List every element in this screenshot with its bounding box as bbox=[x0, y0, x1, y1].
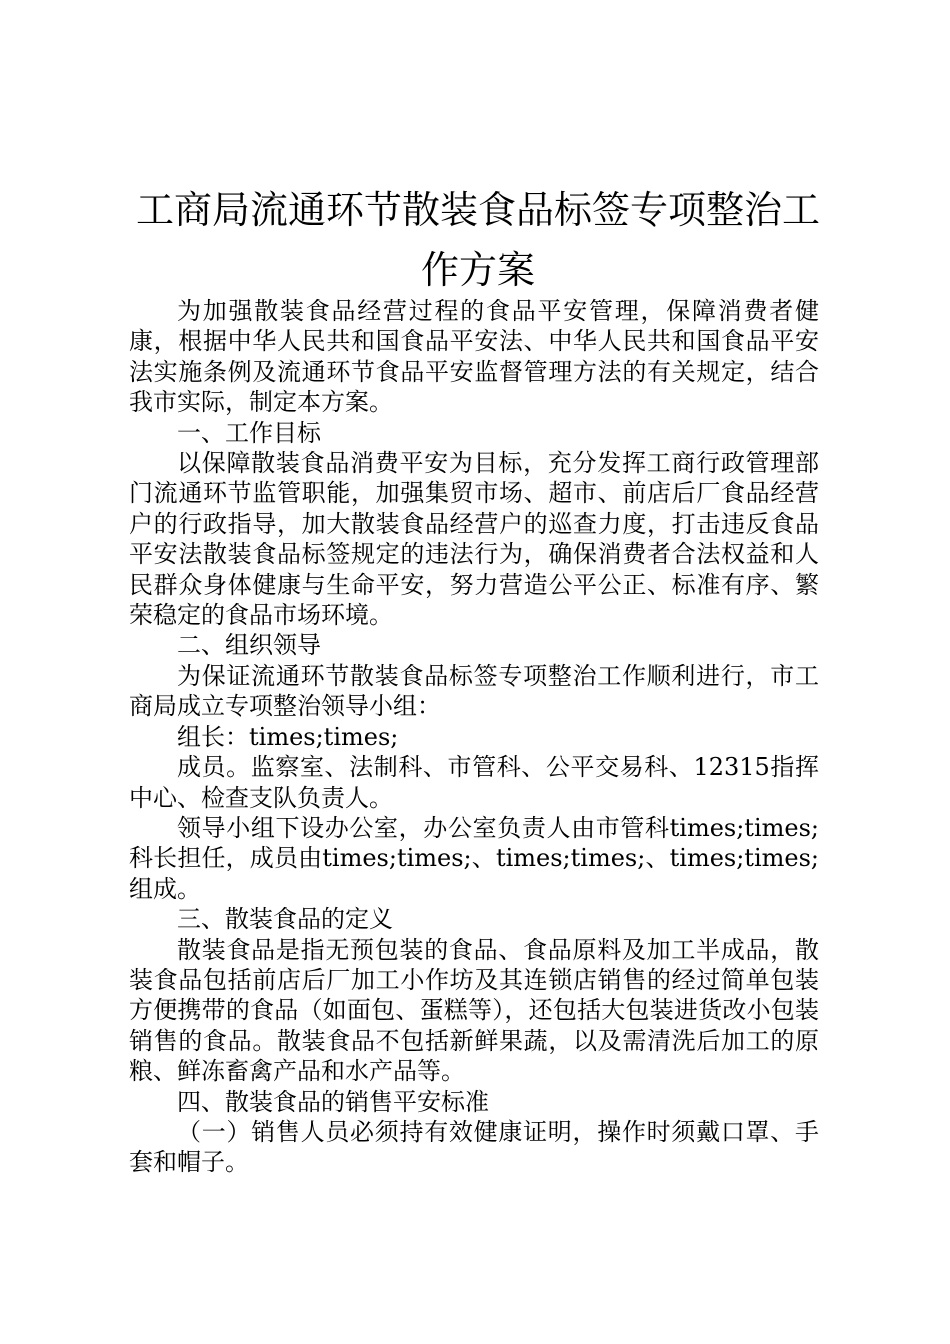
section-heading-definition: 三、散装食品的定义 bbox=[177, 905, 393, 934]
paragraph-leader: 组长：times;times; bbox=[177, 722, 399, 751]
section-heading-standards: 四、散装食品的销售平安标准 bbox=[177, 1087, 489, 1116]
paragraph-definition: 散装食品是指无预包装的食品、食品原料及加工半成品，散装食品包括前店后厂加工小作坊及其连锁店销售的经过简单包装方便携带的食品（如面包、蛋糕等），还包括大包装进货改小包装销售的食品。散装食品不包括新鲜果蔬，以及需清洗后加工的原粮、鲜冻畜禽产品和水产品等。 bbox=[129, 935, 819, 1086]
paragraph-goal: 以保障散装食品消费平安为目标，充分发挥工商行政管理部门流通环节监管职能，加强集贸市场、超市、前店后厂食品经营户的行政指导，加大散装食品经营户的巡查力度，打击违反食品平安法散装食品标签规定的违法行为，确保消费者合法权益和人民群众身体健康与生命平安，努力营造公平公正、标准有序、繁荣稳定的食品市场环境。 bbox=[129, 449, 819, 630]
document-body bbox=[129, 296, 819, 1178]
section-heading-organization: 二、组织领导 bbox=[177, 631, 321, 660]
document-title: 工商局流通环节散装食品标签专项整治工作方案 bbox=[135, 188, 820, 292]
paragraph-organization: 为保证流通环节散装食品标签专项整治工作顺利进行，市工商局成立专项整治领导小组： bbox=[129, 661, 819, 721]
paragraph-standard-1: （一）销售人员必须持有效健康证明，操作时须戴口罩、手套和帽子。 bbox=[129, 1117, 819, 1177]
section-heading-goal: 一、工作目标 bbox=[177, 418, 321, 447]
paragraph-members: 成员。监察室、法制科、市管科、公平交易科、12315指挥中心、检查支队负责人。 bbox=[129, 753, 819, 812]
paragraph-office: 领导小组下设办公室，办公室负责人由市管科times;times;科长担任，成员由times;times;、times;times;、times;times;组成。 bbox=[129, 813, 819, 903]
paragraph-intro: 为加强散装食品经营过程的食品平安管理，保障消费者健康，根据中华人民共和国食品平安法、中华人民共和国食品平安法实施条例及流通环节食品平安监督管理方法的有关规定，结合我市实际，制定本方案。 bbox=[129, 297, 819, 417]
